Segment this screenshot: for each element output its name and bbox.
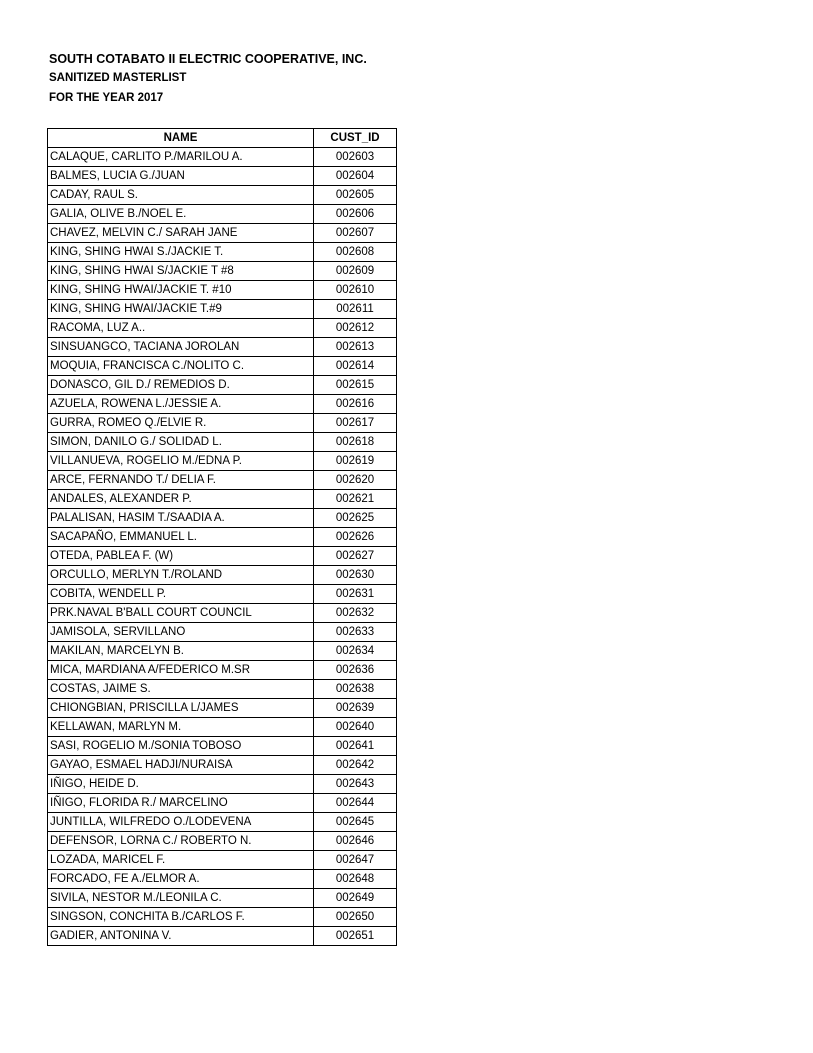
customer-name-cell: KING, SHING HWAI/JACKIE T. #10	[48, 281, 314, 300]
customer-id-cell: 002632	[314, 604, 397, 623]
table-row	[48, 927, 397, 946]
table-row	[48, 604, 397, 623]
customer-id-cell: 002603	[314, 148, 397, 167]
customer-id-cell: 002616	[314, 395, 397, 414]
year-line: FOR THE YEAR 2017	[49, 92, 164, 104]
customer-id-cell: 002619	[314, 452, 397, 471]
customer-name-cell: PRK.NAVAL B'BALL COURT COUNCIL	[48, 604, 314, 623]
table-row	[48, 186, 397, 205]
table-row	[48, 718, 397, 737]
customer-id-cell: 002615	[314, 376, 397, 395]
customer-name-cell: JAMISOLA, SERVILLANO	[48, 623, 314, 642]
table-row	[48, 813, 397, 832]
organization-title: SOUTH COTABATO II ELECTRIC COOPERATIVE, INC.	[49, 52, 367, 66]
table-row	[48, 851, 397, 870]
table-row	[48, 528, 397, 547]
customer-id-cell: 002612	[314, 319, 397, 338]
customer-id-cell: 002644	[314, 794, 397, 813]
customer-name-cell: ANDALES, ALEXANDER P.	[48, 490, 314, 509]
customer-name-cell: KELLAWAN, MARLYN M.	[48, 718, 314, 737]
table-row	[48, 756, 397, 775]
customer-name-cell: COBITA, WENDELL P.	[48, 585, 314, 604]
customer-id-cell: 002634	[314, 642, 397, 661]
customer-id-cell: 002648	[314, 870, 397, 889]
table-body	[48, 148, 397, 946]
customer-name-cell: KING, SHING HWAI S./JACKIE T.	[48, 243, 314, 262]
customer-id-cell: 002609	[314, 262, 397, 281]
table-row	[48, 395, 397, 414]
table-row	[48, 509, 397, 528]
table-row	[48, 870, 397, 889]
customer-id-cell: 002627	[314, 547, 397, 566]
customer-id-cell: 002647	[314, 851, 397, 870]
table-row	[48, 414, 397, 433]
customer-name-cell: OTEDA, PABLEA F. (W)	[48, 547, 314, 566]
table-row	[48, 794, 397, 813]
table-row	[48, 699, 397, 718]
customer-id-cell: 002614	[314, 357, 397, 376]
customer-id-cell: 002641	[314, 737, 397, 756]
customer-name-cell: MAKILAN, MARCELYN B.	[48, 642, 314, 661]
customer-id-cell: 002642	[314, 756, 397, 775]
customer-id-cell: 002611	[314, 300, 397, 319]
customer-name-cell: CALAQUE, CARLITO P./MARILOU A.	[48, 148, 314, 167]
customer-name-cell: SASI, ROGELIO M./SONIA TOBOSO	[48, 737, 314, 756]
table-row	[48, 832, 397, 851]
customer-name-cell: SINGSON, CONCHITA B./CARLOS F.	[48, 908, 314, 927]
table-row	[48, 661, 397, 680]
table-row	[48, 148, 397, 167]
customer-id-cell: 002651	[314, 927, 397, 946]
table-row	[48, 319, 397, 338]
document-header	[49, 50, 367, 108]
customer-name-cell: IÑIGO, HEIDE D.	[48, 775, 314, 794]
column-header-cust-id: CUST_ID	[314, 129, 397, 148]
table-row	[48, 642, 397, 661]
customer-name-cell: ARCE, FERNANDO T./ DELIA F.	[48, 471, 314, 490]
customer-name-cell: DEFENSOR, LORNA C./ ROBERTO N.	[48, 832, 314, 851]
customer-name-cell: VILLANUEVA, ROGELIO M./EDNA P.	[48, 452, 314, 471]
customer-name-cell: DONASCO, GIL D./ REMEDIOS D.	[48, 376, 314, 395]
customer-id-cell: 002621	[314, 490, 397, 509]
customer-name-cell: RACOMA, LUZ A..	[48, 319, 314, 338]
customer-name-cell: IÑIGO, FLORIDA R./ MARCELINO	[48, 794, 314, 813]
customer-name-cell: JUNTILLA, WILFREDO O./LODEVENA	[48, 813, 314, 832]
customer-id-cell: 002617	[314, 414, 397, 433]
customer-id-cell: 002604	[314, 167, 397, 186]
customer-name-cell: LOZADA, MARICEL F.	[48, 851, 314, 870]
document-subtitle: SANITIZED MASTERLIST	[49, 72, 187, 84]
table-row	[48, 262, 397, 281]
customer-name-cell: KING, SHING HWAI/JACKIE T.#9	[48, 300, 314, 319]
customer-id-cell: 002630	[314, 566, 397, 585]
table-row	[48, 737, 397, 756]
customer-name-cell: CHAVEZ, MELVIN C./ SARAH JANE	[48, 224, 314, 243]
table-row	[48, 300, 397, 319]
customer-id-cell: 002638	[314, 680, 397, 699]
customer-name-cell: GADIER, ANTONINA V.	[48, 927, 314, 946]
customer-name-cell: CHIONGBIAN, PRISCILLA L/JAMES	[48, 699, 314, 718]
customer-id-cell: 002631	[314, 585, 397, 604]
table-row	[48, 338, 397, 357]
customer-id-cell: 002626	[314, 528, 397, 547]
table-header-row	[48, 129, 397, 148]
customer-id-cell: 002620	[314, 471, 397, 490]
customer-name-cell: SACAPAÑO, EMMANUEL L.	[48, 528, 314, 547]
customer-name-cell: MICA, MARDIANA A/FEDERICO M.SR	[48, 661, 314, 680]
customer-id-cell: 002643	[314, 775, 397, 794]
table-row	[48, 281, 397, 300]
table-row	[48, 205, 397, 224]
customer-id-cell: 002640	[314, 718, 397, 737]
customer-name-cell: ORCULLO, MERLYN T./ROLAND	[48, 566, 314, 585]
table-row	[48, 585, 397, 604]
masterlist-table	[47, 128, 397, 946]
table-row	[48, 376, 397, 395]
table-row	[48, 471, 397, 490]
customer-id-cell: 002639	[314, 699, 397, 718]
customer-name-cell: MOQUIA, FRANCISCA C./NOLITO C.	[48, 357, 314, 376]
customer-name-cell: GAYAO, ESMAEL HADJI/NURAISA	[48, 756, 314, 775]
customer-name-cell: BALMES, LUCIA G./JUAN	[48, 167, 314, 186]
table-row	[48, 224, 397, 243]
table-row	[48, 566, 397, 585]
customer-name-cell: SIMON, DANILO G./ SOLIDAD L.	[48, 433, 314, 452]
customer-id-cell: 002610	[314, 281, 397, 300]
table-row	[48, 357, 397, 376]
customer-name-cell: CADAY, RAUL S.	[48, 186, 314, 205]
customer-id-cell: 002633	[314, 623, 397, 642]
customer-name-cell: KING, SHING HWAI S/JACKIE T #8	[48, 262, 314, 281]
table-row	[48, 490, 397, 509]
customer-name-cell: SIVILA, NESTOR M./LEONILA C.	[48, 889, 314, 908]
customer-id-cell: 002613	[314, 338, 397, 357]
customer-id-cell: 002649	[314, 889, 397, 908]
customer-id-cell: 002650	[314, 908, 397, 927]
column-header-name: NAME	[48, 129, 314, 148]
customer-name-cell: PALALISAN, HASIM T./SAADIA A.	[48, 509, 314, 528]
customer-name-cell: FORCADO, FE A./ELMOR A.	[48, 870, 314, 889]
table-row	[48, 623, 397, 642]
customer-id-cell: 002618	[314, 433, 397, 452]
customer-id-cell: 002646	[314, 832, 397, 851]
table-row	[48, 680, 397, 699]
customer-id-cell: 002607	[314, 224, 397, 243]
customer-id-cell: 002636	[314, 661, 397, 680]
customer-id-cell: 002625	[314, 509, 397, 528]
customer-name-cell: GALIA, OLIVE B./NOEL E.	[48, 205, 314, 224]
customer-id-cell: 002606	[314, 205, 397, 224]
customer-name-cell: SINSUANGCO, TACIANA JOROLAN	[48, 338, 314, 357]
table-row	[48, 167, 397, 186]
customer-id-cell: 002605	[314, 186, 397, 205]
table-row	[48, 775, 397, 794]
table-row	[48, 452, 397, 471]
table-row	[48, 433, 397, 452]
customer-id-cell: 002645	[314, 813, 397, 832]
table-row	[48, 547, 397, 566]
customer-name-cell: GURRA, ROMEO Q./ELVIE R.	[48, 414, 314, 433]
customer-name-cell: AZUELA, ROWENA L./JESSIE A.	[48, 395, 314, 414]
customer-name-cell: COSTAS, JAIME S.	[48, 680, 314, 699]
table-row	[48, 908, 397, 927]
table-row	[48, 889, 397, 908]
customer-id-cell: 002608	[314, 243, 397, 262]
table-row	[48, 243, 397, 262]
